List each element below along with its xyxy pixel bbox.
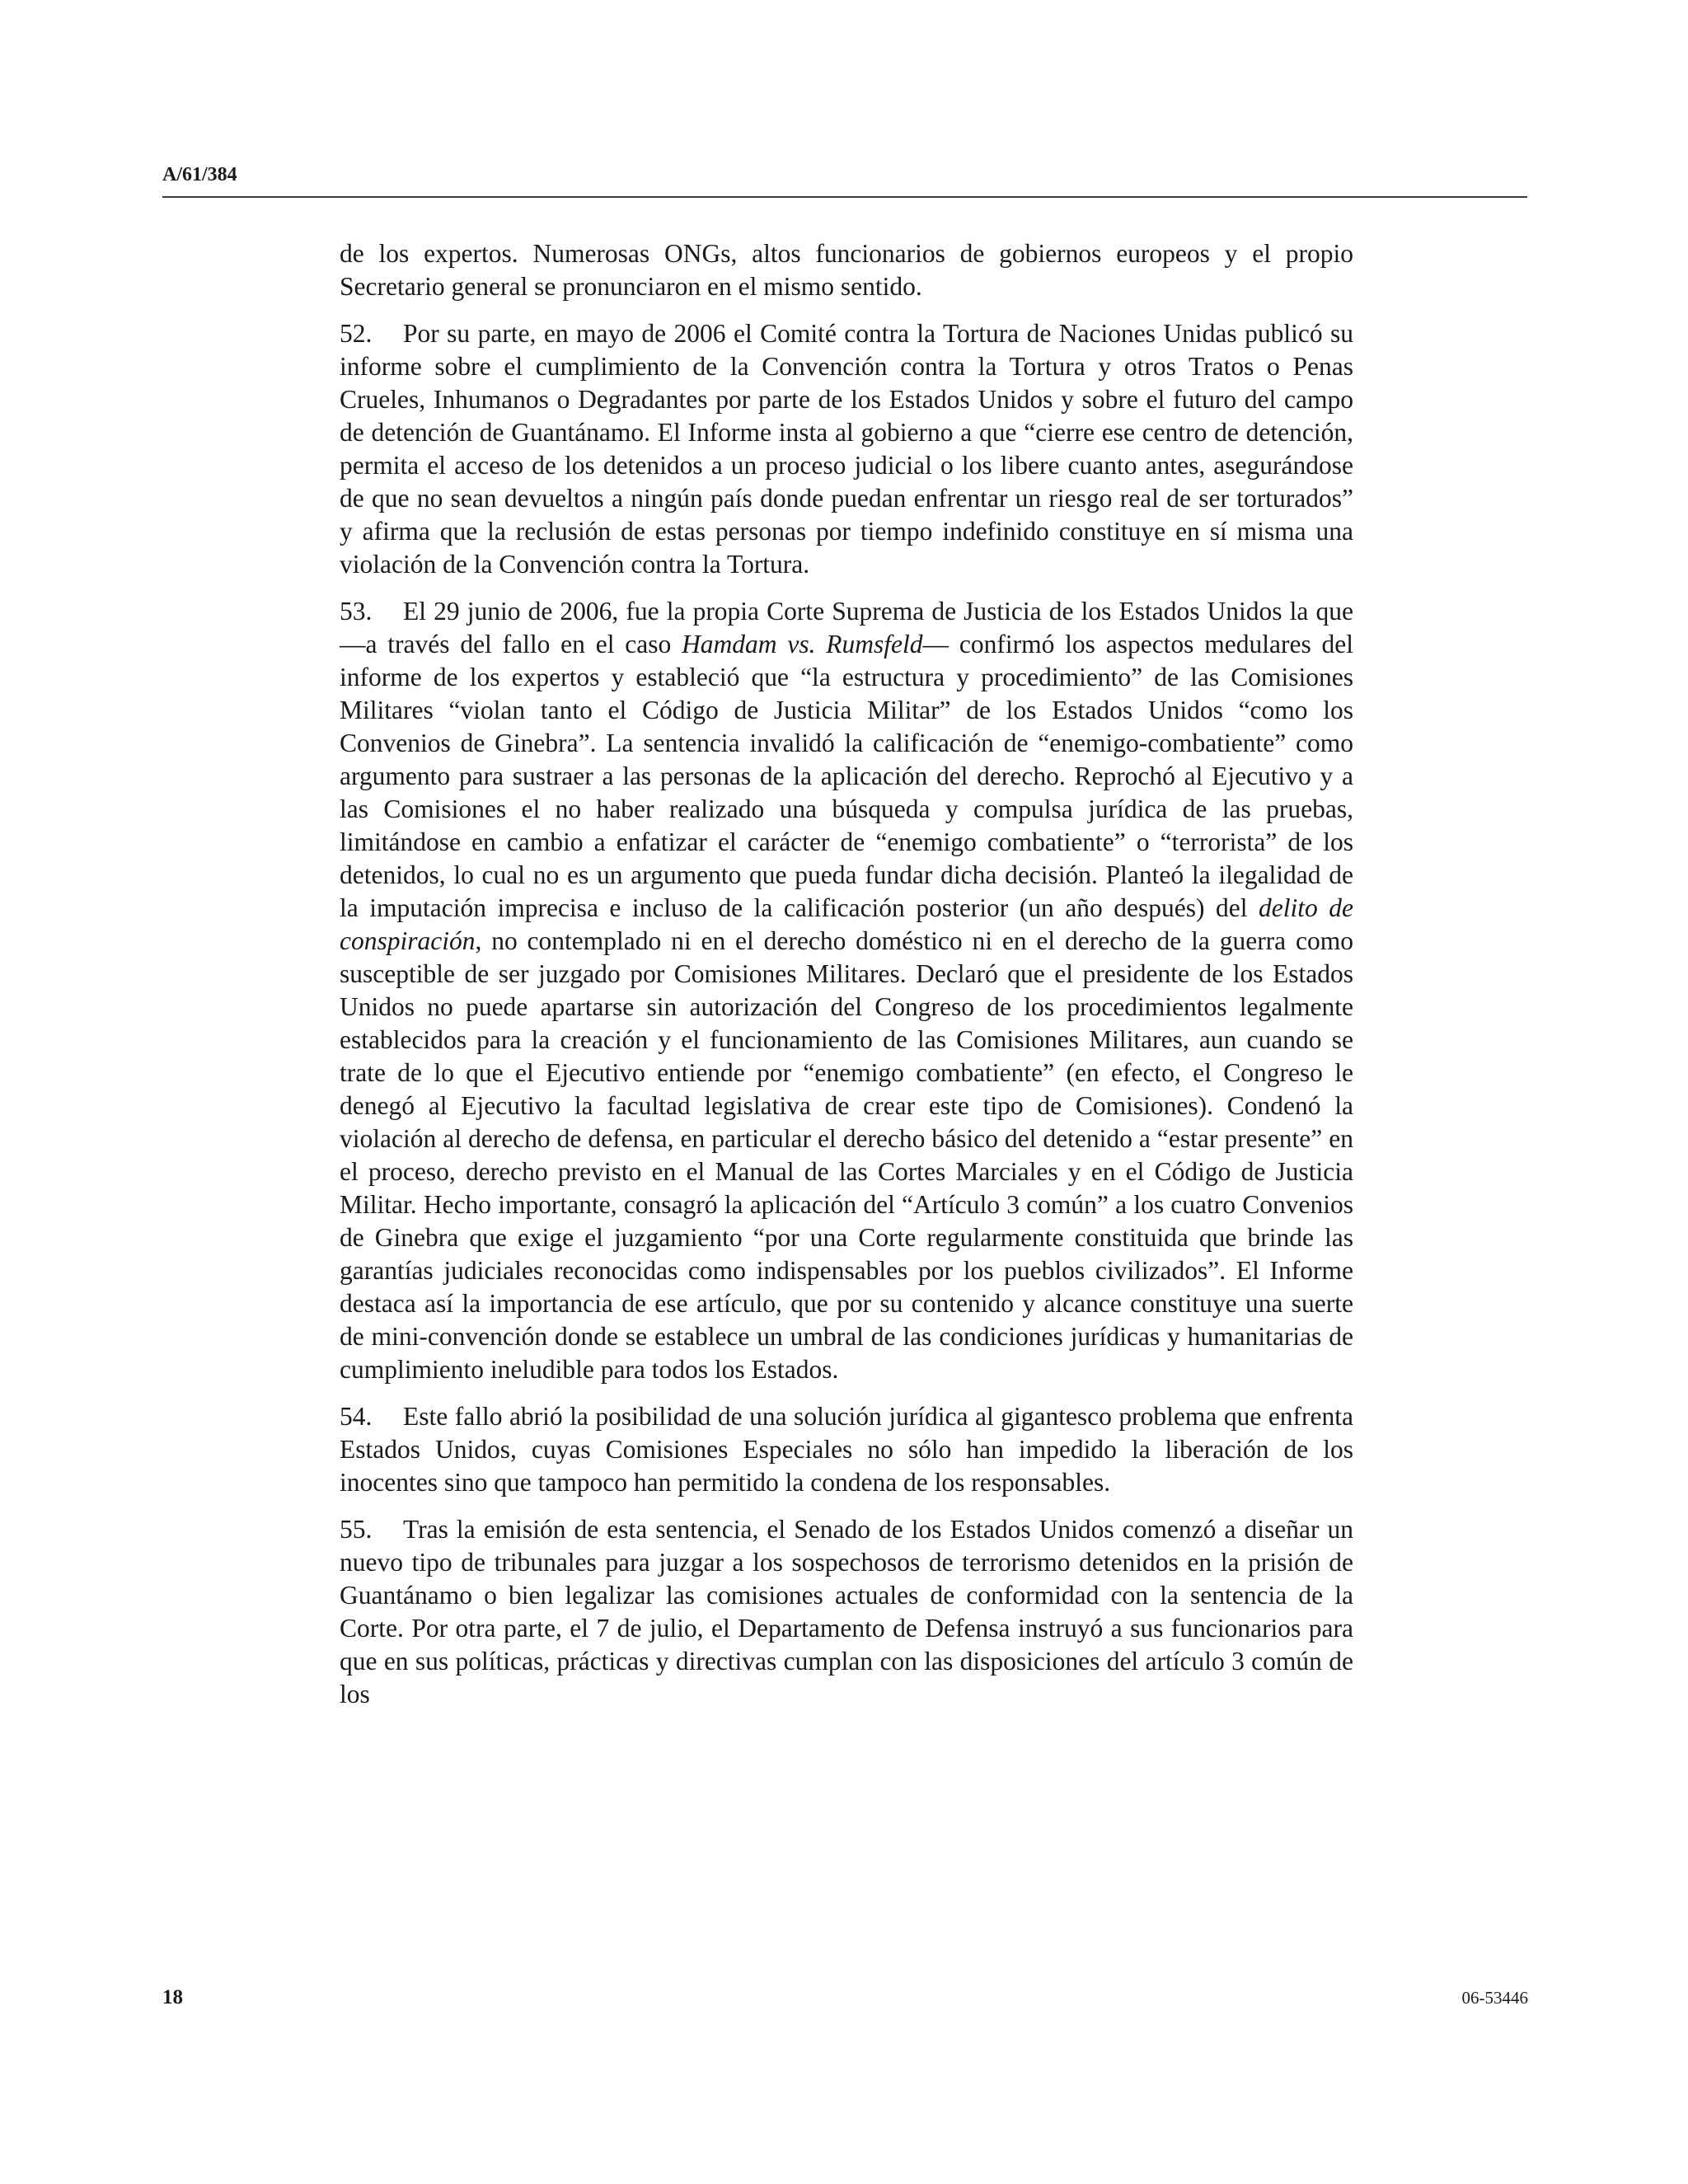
paragraph-52 bbox=[340, 317, 1353, 581]
paragraph-text bbox=[340, 597, 1353, 1384]
paragraph-number: 55. bbox=[340, 1515, 373, 1544]
body-text bbox=[340, 237, 1353, 1725]
text-run: Tras la emisión de esta sentencia, el Senado de los Estados Unidos comenzó a diseñar un nuevo tipo de tribunales para juzgar a los sospechosos de terrorismo detenidos en la prisión de Guantánamo o bien legalizar las comisiones actuales de conformidad con la sentencia de la Corte. Por otra parte, el 7 de julio, el Departamento de Defensa instruyó a sus funcionarios para que en sus políticas, prácticas y directivas cumplan con las disposiciones del artículo 3 común de los bbox=[340, 1515, 1353, 1708]
paragraph-55 bbox=[340, 1513, 1353, 1711]
text-run: El 29 junio de 2006, fue la propia Corte Suprema de Justicia de los Estados Unidos la que —a través del fallo en el caso bbox=[340, 597, 1353, 658]
text-run: Este fallo abrió la posibilidad de una solución jurídica al gigantesco problema que enfrenta Estados Unidos, cuyas Comisiones Especiales no sólo han impedido la liberación de los inocentes sino que tampoco han permitido la condena de los responsables. bbox=[340, 1402, 1353, 1497]
text-run: — confirmó los aspectos medulares del informe de los expertos y estableció que “la estructura y procedimiento” de las Comisiones Militares “violan tanto el Código de Justicia Militar” de los Estados Unidos “como los Convenios de Ginebra”. La sentencia invalidó la calificación de “enemigo-combatiente” como argumento para sustraer a las personas de la aplicación del derecho. Reprochó al Ejecutivo y a las Comisiones el no haber realizado una búsqueda y compulsa jurídica de las pruebas, limitándose en cambio a enfatizar el carácter de “enemigo combatiente” o “terrorista” de los detenidos, lo cual no es un argumento que pueda fundar dicha decisión. Planteó la ilegalidad de la imputación imprecisa e incluso de la calificación posterior (un año después) del bbox=[340, 630, 1353, 922]
page-number: 18 bbox=[162, 1986, 183, 2008]
paragraph-number: 53. bbox=[340, 597, 373, 626]
document-symbol: A/61/384 bbox=[162, 164, 237, 185]
paragraph-text bbox=[340, 239, 1353, 301]
text-run: Por su parte, en mayo de 2006 el Comité contra la Tortura de Naciones Unidas publicó su informe sobre el cumplimiento de la Convención contra la Tortura y otros Tratos o Penas Crueles, Inhumanos o Degradantes por parte de los Estados Unidos y sobre el futuro del campo de detención de Guantánamo. El Informe insta al gobierno a que “cierre ese centro de detención, permita el acceso de los detenidos a un proceso judicial o los libere cuanto antes, asegurándose de que no sean devueltos a ningún país donde puedan enfrentar un riesgo real de ser torturados” y afirma que la reclusión de estas personas por tiempo indefinido constituye en sí misma una violación de la Convención contra la Tortura. bbox=[340, 319, 1353, 579]
paragraph-number: 52. bbox=[340, 319, 373, 348]
paragraph-continuation bbox=[340, 237, 1353, 303]
italic-term: delito de conspiración bbox=[340, 893, 1354, 955]
case-name-italic: Hamdam vs. Rumsfeld bbox=[682, 630, 923, 658]
paragraph-text bbox=[340, 1402, 1353, 1497]
paragraph-53 bbox=[340, 595, 1353, 1386]
paragraph-text bbox=[340, 1515, 1353, 1708]
text-run: , no contemplado ni en el derecho doméstico ni en el derecho de la guerra como susceptible de ser juzgado por Comisiones Militares. Declaró que el presidente de los Estados Unidos no puede apartarse sin autorización del Congreso de los procedimientos legalmente establecidos para la creación y el funcionamiento de las Comisiones Militares, aun cuando se trate de lo que el Ejecutivo entiende por “enemigo combatiente” (en efecto, el Congreso le denegó al Ejecutivo la facultad legislativa de crear este tipo de Comisiones). Condenó la violación al derecho de defensa, en particular el derecho básico del detenido a “estar presente” en el proceso, derecho previsto en el Manual de las Cortes Marciales y en el Código de Justicia Militar. Hecho importante, consagró la aplicación del “Artículo 3 común” a los cuatro Convenios de Ginebra que exige el juzgamiento “por una Corte regularmente constituida que brinde las garantías judiciales reconocidas como indispensables por los pueblos civilizados”. El Informe destaca así la importancia de ese artículo, que por su contenido y alcance constituye una suerte de mini-convención donde se establece un umbral de las condiciones jurídicas y humanitarias de cumplimiento ineludible para todos los Estados. bbox=[340, 926, 1353, 1384]
text-run: de los expertos. Numerosas ONGs, altos funcionarios de gobiernos europeos y el propio Secretario general se pronunciaron en el mismo sentido. bbox=[340, 239, 1353, 301]
job-number: 06-53446 bbox=[1461, 1988, 1528, 2008]
paragraph-text bbox=[340, 319, 1353, 579]
paragraph-number: 54. bbox=[340, 1402, 373, 1431]
paragraph-54 bbox=[340, 1400, 1353, 1499]
header-rule bbox=[162, 196, 1527, 198]
